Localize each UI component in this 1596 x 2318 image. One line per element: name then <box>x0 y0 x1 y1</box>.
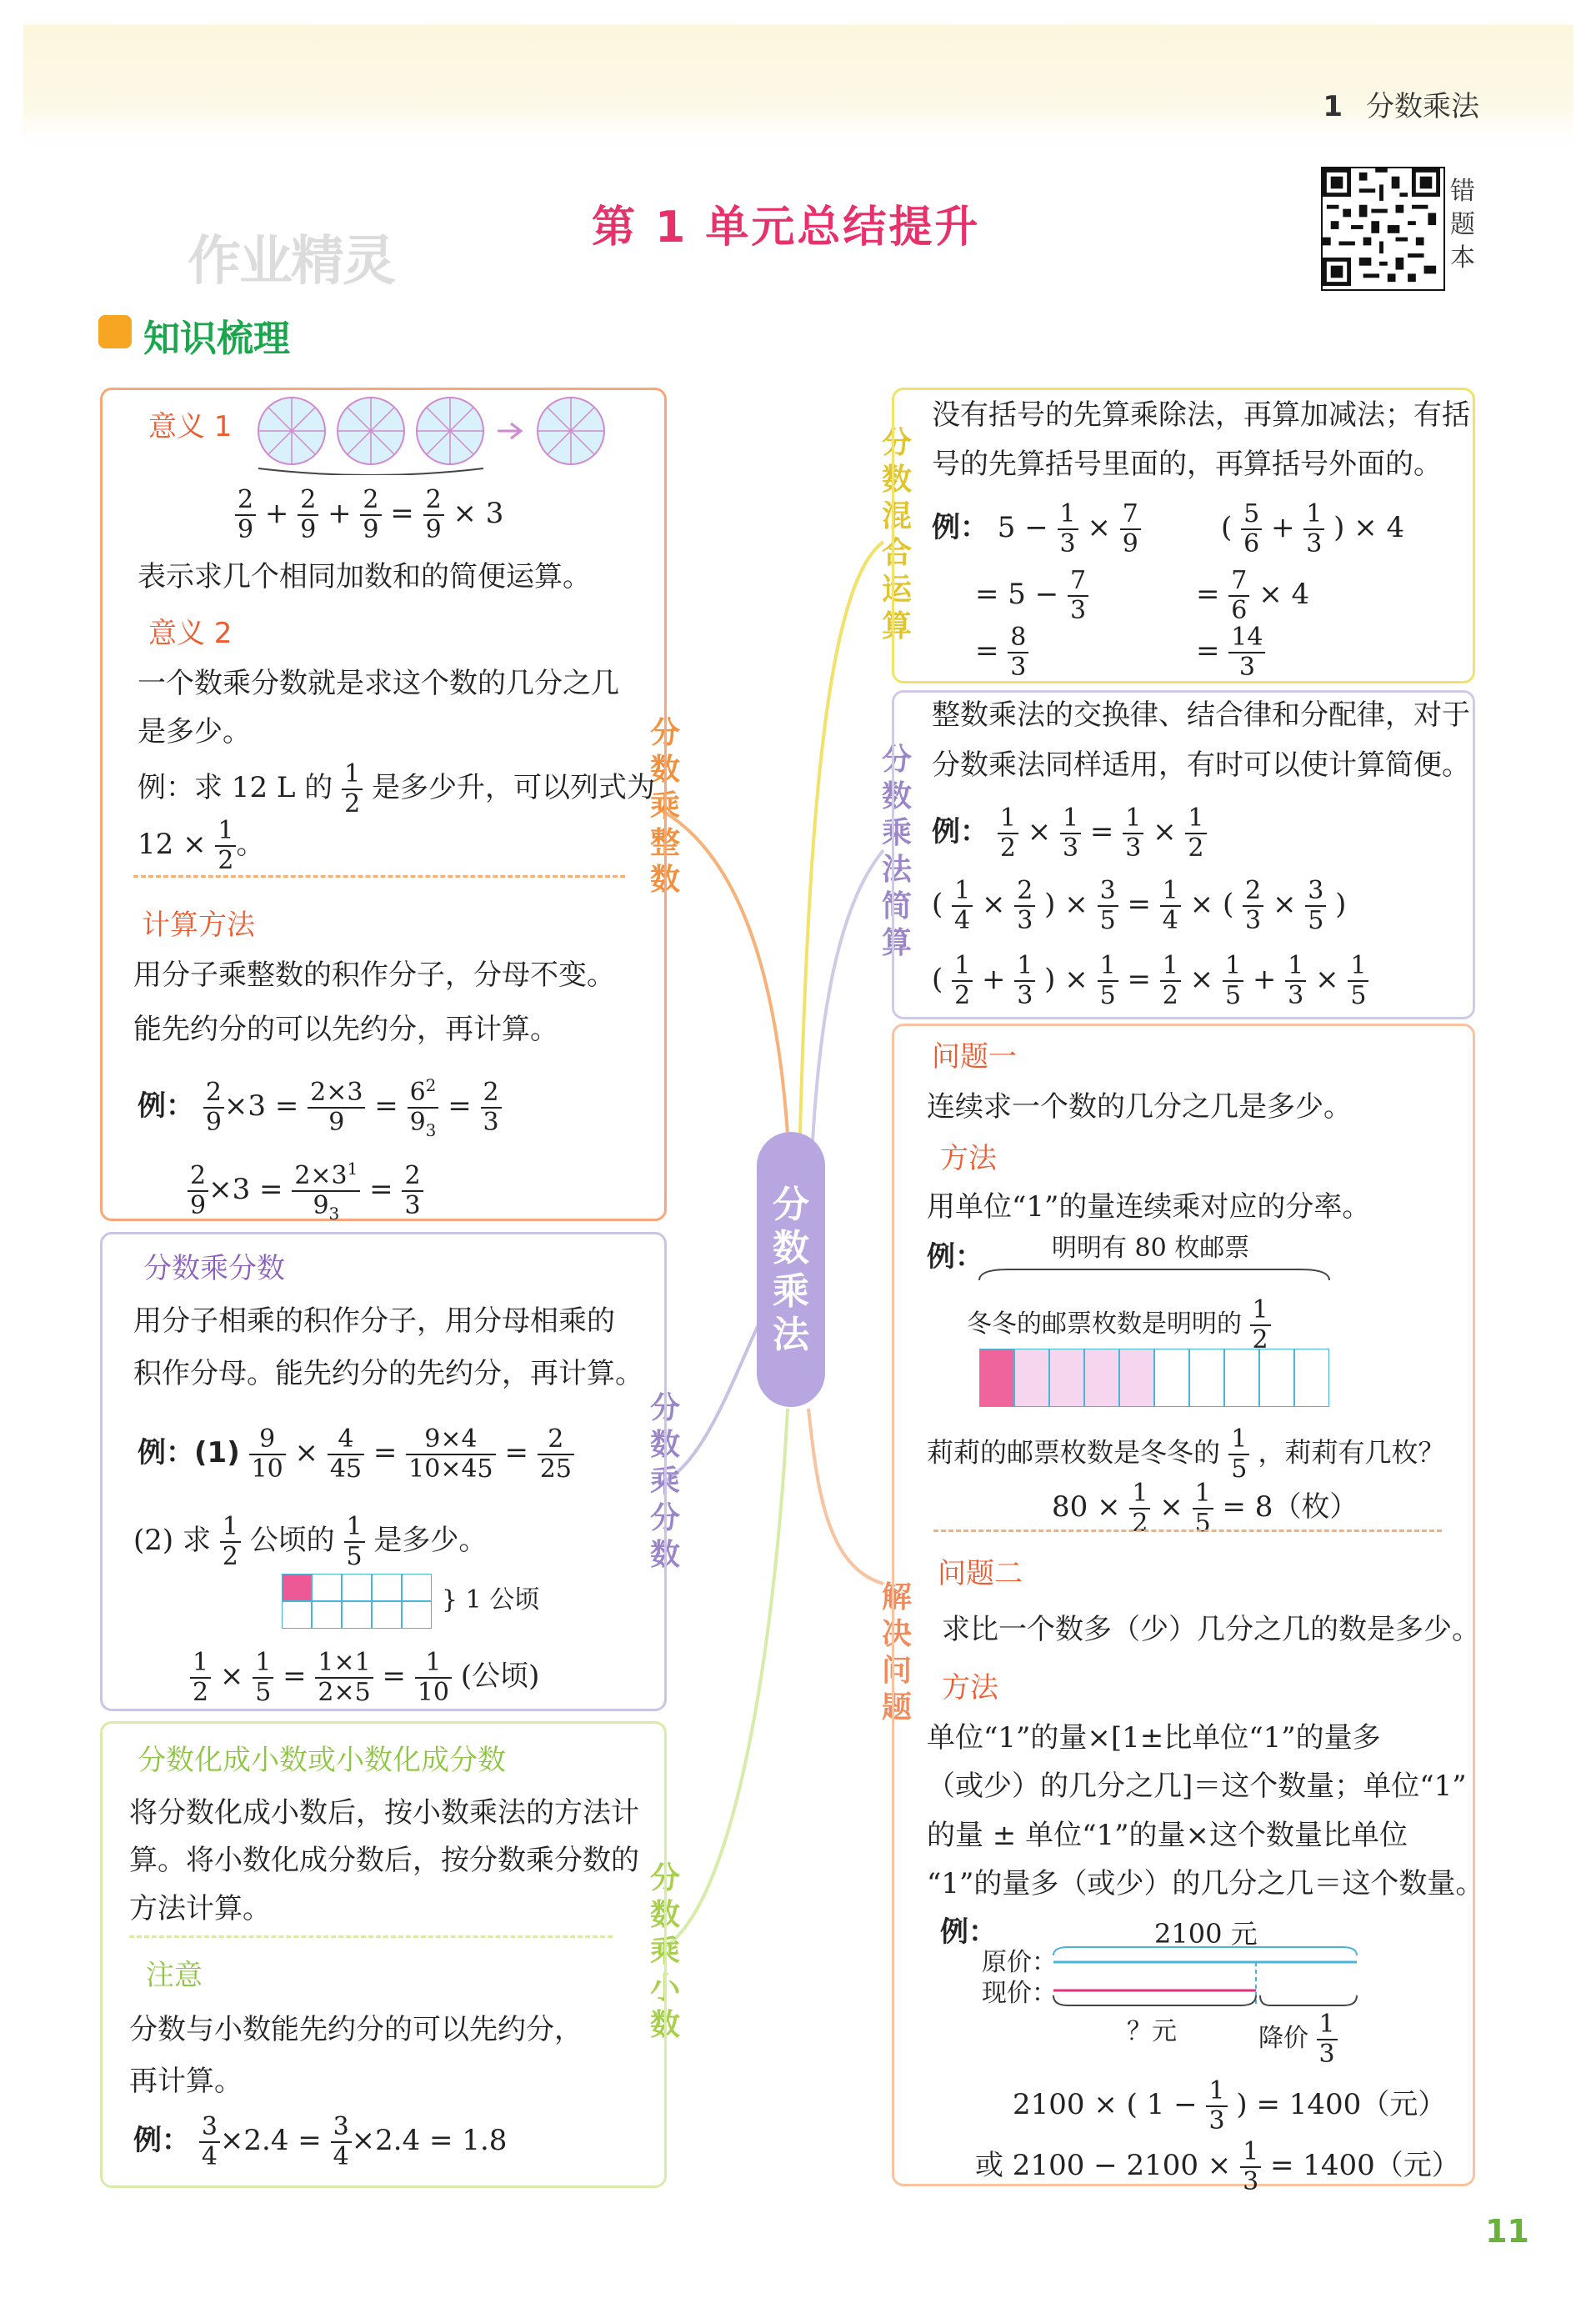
mixed-example-left: 例： 5 − $\frac{1}{3}$ × $\frac{7}{9}$ <box>932 500 1141 558</box>
dashed-divider-green <box>129 1935 613 1938</box>
branch-label-problem-solving: 解决问题 <box>881 1580 912 1725</box>
branch-label-fraction-times-integer: 分数乘整数 <box>649 716 680 897</box>
branch-label-mixed-operation: 分数混合运算 <box>881 426 912 643</box>
wrong-book-label: 错题本 <box>1450 177 1475 273</box>
lili-text-a: 莉莉的邮票枚数是冬冬的 <box>927 1436 1221 1469</box>
brace-top <box>975 1265 1333 1282</box>
calc2-b: = 1400（元） <box>1269 2149 1460 2182</box>
mixed-step-right-2: = $\frac{14}{3}$ <box>1196 623 1265 682</box>
original-price-label: 原价： <box>982 1948 1057 1977</box>
frac-dec-title: 分数化成小数或小数化成分数 <box>138 1744 506 1777</box>
frac-frac-title: 分数乘分数 <box>143 1252 285 1285</box>
problem2-title: 问题二 <box>938 1557 1023 1590</box>
problem1-result: = 8（枚） <box>1222 1490 1358 1524</box>
problem1-description: 连续求一个数的几分之几是多少。 <box>927 1090 1352 1124</box>
simplify-line1: 整数乘法的交换律、结合律和分配律，对于 <box>932 698 1470 732</box>
method-example1: 例： $\frac{2}{9}$ ×3 = $\frac{2\times 3}{9}$ = $\frac{6^2}{9_3}$ = $\frac{2}{3}$ <box>138 1071 502 1144</box>
frac-frac-example2: (2) 求 $\frac{1}{2}$ 公顷的 $\frac{1}{5}$ 是多少。 <box>133 1512 488 1571</box>
meaning2-line1: 一个数乘分数就是求这个数的几分之几 <box>138 667 619 700</box>
meaning2-example-b: 是多少升，可以列式为 <box>371 771 655 804</box>
calc1-b: = 1400（元） <box>1256 2088 1447 2121</box>
hectare-unit-text: 1 公顷 <box>465 1585 540 1615</box>
frac-frac-result-unit: (公顷) <box>460 1660 540 1693</box>
simplify-example-label: 例： <box>932 815 988 849</box>
meaning2-example-c: 12 × <box>138 828 207 861</box>
simplify-example1: 例： $\frac{1}{2}$ × $\frac{1}{3}$ = $\frac{1}{3}$ × $\frac{1}{2}$ <box>932 804 1207 863</box>
problem1-example-label-text: 例： <box>927 1240 983 1274</box>
problem1-method-title: 方法 <box>940 1142 997 1175</box>
frac-frac-example2-c: 是多少。 <box>373 1524 488 1557</box>
branch-label-fraction-times-fraction: 分数乘分数 <box>649 1391 680 1572</box>
note-line1: 分数与小数能先约分的可以先约分， <box>129 2013 583 2046</box>
lili-question: 莉莉的邮票枚数是冬冬的 $\frac{1}{5}$ ，莉莉有几枚？ <box>927 1424 1445 1484</box>
dashed-divider <box>133 875 625 878</box>
stamp-bar-diagram <box>979 1349 1329 1410</box>
problem2-calculation1: 2100 × ( 1 − $\frac{1}{3}$ ) = 1400（元） <box>1013 2076 1447 2135</box>
frac-frac-example1: 例：(1) $\frac{9}{10}$ × $\frac{4}{45}$ = $\frac{9\times 4}{10\times 45}$ = $\frac{2}{25}$ <box>138 1425 574 1484</box>
chapter-number: 1 <box>1323 90 1343 123</box>
frac-frac-line2: 积作分母。能先约分的先约分，再计算。 <box>133 1357 643 1390</box>
problem2-example-label-text: 例： <box>940 1915 997 1949</box>
problem1-calculation: 80 × $\frac{1}{2}$ × $\frac{1}{5}$ = 8（枚） <box>1052 1479 1358 1538</box>
lili-text-b: ，莉莉有几枚？ <box>1258 1436 1445 1469</box>
dongdong-statement: 冬冬的邮票枚数是明明的 $\frac{1}{2}$ <box>967 1296 1271 1354</box>
method-example-label: 例： <box>138 1089 194 1123</box>
meaning2-expression: 12 × $\frac{1}{2}$ 。 <box>138 816 265 875</box>
mixed-step-left-2: = $\frac{8}{3}$ <box>975 623 1028 682</box>
frac-dec-example: 例： $\frac{3}{4}$ ×2.4 = $\frac{3}{4}$ ×2.4 = 1.8 <box>133 2112 508 2171</box>
frac-frac-line1: 用分子相乘的积作分子，用分母相乘的 <box>133 1304 615 1338</box>
mixed-line2: 号的先算括号里面的，再算括号外面的。 <box>932 448 1442 481</box>
center-node-fraction-multiplication: 分数乘法 <box>757 1132 825 1407</box>
price-total: 2100 元 <box>1154 1918 1258 1950</box>
mixed-example-label: 例： <box>932 511 988 544</box>
meaning2-example-a: 例：求 12 L 的 <box>138 771 333 804</box>
frac-dec-line3: 方法计算。 <box>129 1892 271 1925</box>
mixed-step-left-1: = 5 − $\frac{7}{3}$ <box>975 567 1088 625</box>
method-line2: 能先约分的可以先约分，再计算。 <box>133 1013 558 1046</box>
calc2-a: 或 2100 − 2100 × <box>975 2149 1232 2182</box>
frac-frac-result: $\frac{1}{2}$ × $\frac{1}{5}$ = $\frac{1\times 1}{2\times 5}$ = $\frac{1}{10}$ (公顷) <box>190 1649 539 1707</box>
simplify-example3: ( $\frac{1}{2}$ + $\frac{1}{3}$ ) × $\frac{1}{5}$ = $\frac{1}{2}$ × $\frac{1}{5}$ + $\frac{1}{3}$ × $\frac{1}{5}$ <box>932 952 1368 1010</box>
problem2-method-line2: （或少）的几分之几]＝这个数量；单位“1” <box>927 1770 1467 1803</box>
meaning2-line2: 是多少。 <box>138 715 251 748</box>
problem2-method-line3: 的量 ± 单位“1”的量×这个数量比单位 <box>927 1819 1408 1852</box>
problem2-description: 求比一个数多（少）几分之几的数是多少。 <box>942 1613 1480 1646</box>
dongdong-text: 冬冬的邮票枚数是明明的 <box>967 1309 1242 1339</box>
mixed-step-right-1: = $\frac{7}{6}$ × 4 <box>1196 566 1310 625</box>
hectare-grid-diagram <box>282 1574 432 1632</box>
calc1-a: 2100 × <box>1013 2088 1118 2121</box>
section-heading-text: 知识梳理 <box>143 318 290 360</box>
problem2-method-line1: 单位“1”的量×[1±比单位“1”的量多 <box>927 1721 1381 1755</box>
stamps-total-label: 明明有 80 枚邮票 <box>1052 1234 1250 1263</box>
problem2-example-label <box>940 1915 997 1949</box>
price-line-diagram <box>1052 1944 1360 2010</box>
note-title: 注意 <box>146 1959 203 1992</box>
method-title: 计算方法 <box>142 909 255 942</box>
current-price-label: 现价： <box>982 1979 1057 2008</box>
method-line1: 用分子乘整数的积作分子，分母不变。 <box>133 959 615 992</box>
watermark: 作业精灵 <box>188 231 394 293</box>
meaning2-example: 例：求 12 L 的 $\frac{1}{2}$ 是多少升，可以列式为 <box>138 759 655 819</box>
frac-frac-example2-a: (2) 求 <box>133 1524 211 1557</box>
frac-frac-example2-b: 公顷的 <box>249 1524 335 1557</box>
pie-circles-illustration <box>254 392 613 475</box>
note-line2: 再计算。 <box>129 2065 243 2098</box>
unknown-price: ？元 <box>1127 2017 1177 2046</box>
frac-dec-line1: 将分数化成小数后，按小数乘法的方法计 <box>129 1796 639 1830</box>
chapter-name: 分数乘法 <box>1366 90 1479 123</box>
problem2-method-title: 方法 <box>942 1671 998 1705</box>
branch-label-fraction-times-decimal: 分数乘小数 <box>649 1861 680 2042</box>
method-example2: $\frac{2}{9}$ ×3 = $\frac{2\times 3^1}{9_3}$ = $\frac{2}{3}$ <box>188 1154 423 1228</box>
hectare-unit-label: } 1 公顷 <box>442 1585 540 1615</box>
problem1-title: 问题一 <box>932 1040 1017 1074</box>
mixed-example-right: ( $\frac{5}{6}$ + $\frac{1}{3}$ ) × 4 <box>1221 499 1405 558</box>
problem2-method-line4: “1”的量多（或少）的几分之几＝这个数量。 <box>927 1867 1484 1900</box>
problem1-method: 用单位“1”的量连续乘对应的分率。 <box>927 1190 1371 1224</box>
mixed-line1: 没有括号的先算乘除法，再算加减法；有括 <box>932 398 1470 432</box>
page-number: 11 <box>1485 2213 1529 2250</box>
dashed-divider-orange <box>933 1529 1442 1532</box>
branch-label-simplified-calculation: 分数乘法简算 <box>881 743 912 960</box>
meaning1-title: 意义 1 <box>148 410 233 443</box>
discount-label: 降价 $\frac{1}{3}$ <box>1258 2010 1338 2069</box>
simplify-example2: ( $\frac{1}{4}$ × $\frac{2}{3}$ ) × $\frac{3}{5}$ = $\frac{1}{4}$ × ( $\frac{2}{3}$ × $\frac{3}{5}$ ) <box>932 876 1347 935</box>
problem2-calculation2: 或 2100 − 2100 × $\frac{1}{3}$ = 1400（元） <box>975 2137 1460 2196</box>
simplify-line2: 分数乘法同样适用，有时可以使计算简便。 <box>932 748 1470 782</box>
frac-frac-example1-label: 例：(1) <box>138 1436 240 1469</box>
discount-text: 降价 <box>1258 2024 1308 2053</box>
frac-dec-example-label: 例： <box>133 2124 190 2157</box>
meaning2-title: 意义 2 <box>148 617 233 650</box>
frac-dec-line2: 算。将小数化成分数后，按分数乘分数的 <box>129 1844 639 1877</box>
meaning1-equation: $\frac{2}{9}$ + $\frac{2}{9}$ + $\frac{2}{9}$ = $\frac{2}{9}$ × 3 <box>235 486 503 544</box>
meaning1-description: 表示求几个相同加数和的简便运算。 <box>138 560 591 593</box>
page-title: 第 1 单元总结提升 <box>592 203 981 253</box>
